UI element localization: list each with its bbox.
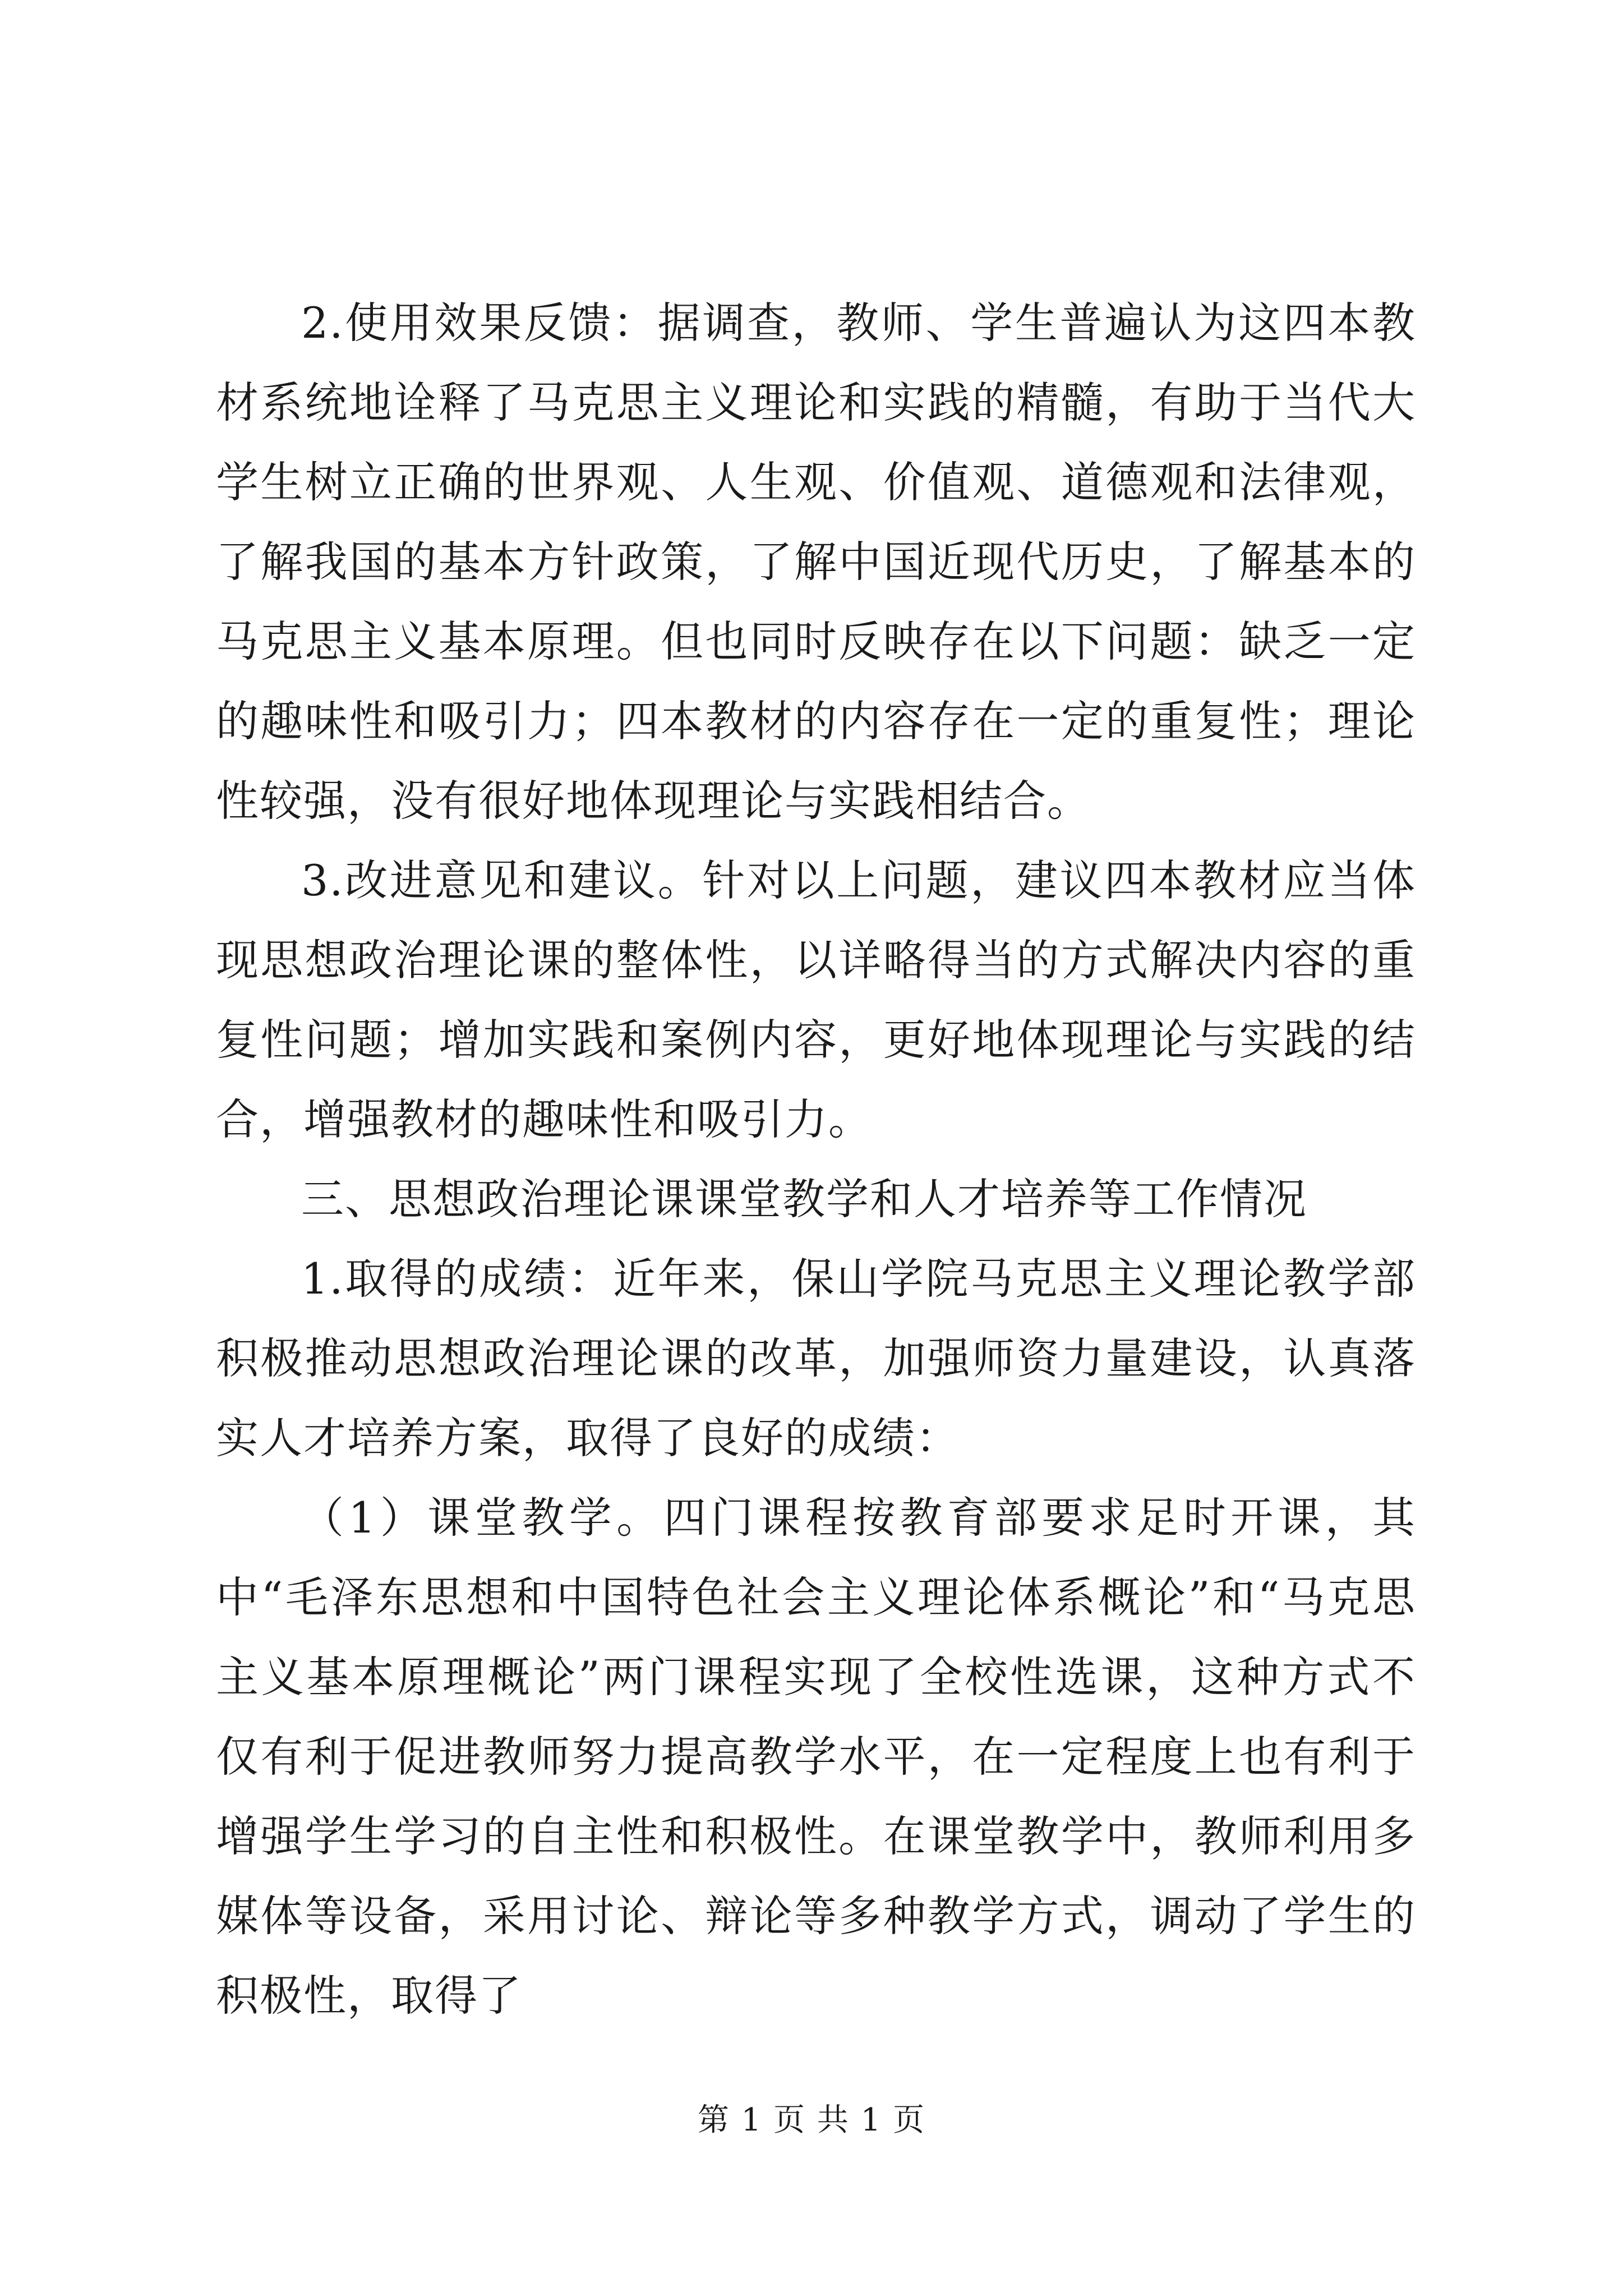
section-heading-classroom-teaching: 三、思想政治理论课课堂教学和人才培养等工作情况 bbox=[301, 1174, 1307, 1224]
document-body bbox=[216, 283, 1416, 2036]
page-footer: 第 1 页 共 1 页 bbox=[697, 2102, 926, 2138]
paragraph-usage-feedback: 2.使用效果反馈：据调查，教师、学生普遍认为这四本教材系统地诠释了马克思主义理论和实践的精髓，有助于当代大学生树立正确的世界观、人生观、价值观、道德观和法律观，了解我国的基本方针政策，了解中国近现代历史，了解基本的马克思主义基本原理。但也同时反映存在以下问题：缺乏一定的趣味性和吸引力；四本教材的内容存在一定的重复性；理论性较强，没有很好地体现理论与实践相结合。 bbox=[216, 298, 1416, 826]
paragraph-improvement-suggestions: 3.改进意见和建议。针对以上问题，建议四本教材应当体现思想政治理论课的整体性，以详略得当的方式解决内容的重复性问题；增加实践和案例内容，更好地体现理论与实践的结合，增强教材的趣味性和吸引力。 bbox=[216, 855, 1416, 1144]
paragraph-classroom-teaching: （1）课堂教学。四门课程按教育部要求足时开课，其中“毛泽东思想和中国特色社会主义理论体系概论”和“马克思主义基本原理概论”两门课程实现了全校性选课，这种方式不仅有利于促进教师努力提高教学水平，在一定程度上也有利于增强学生学习的自主性和积极性。在课堂教学中，教师利用多媒体等设备，采用讨论、辩论等多种教学方式，调动了学生的积极性，取得了 bbox=[216, 1493, 1416, 2021]
paragraph-achievements: 1.取得的成绩：近年来，保山学院马克思主义理论教学部积极推动思想政治理论课的改革，加强师资力量建设，认真落实人才培养方案，取得了良好的成绩： bbox=[216, 1254, 1416, 1463]
